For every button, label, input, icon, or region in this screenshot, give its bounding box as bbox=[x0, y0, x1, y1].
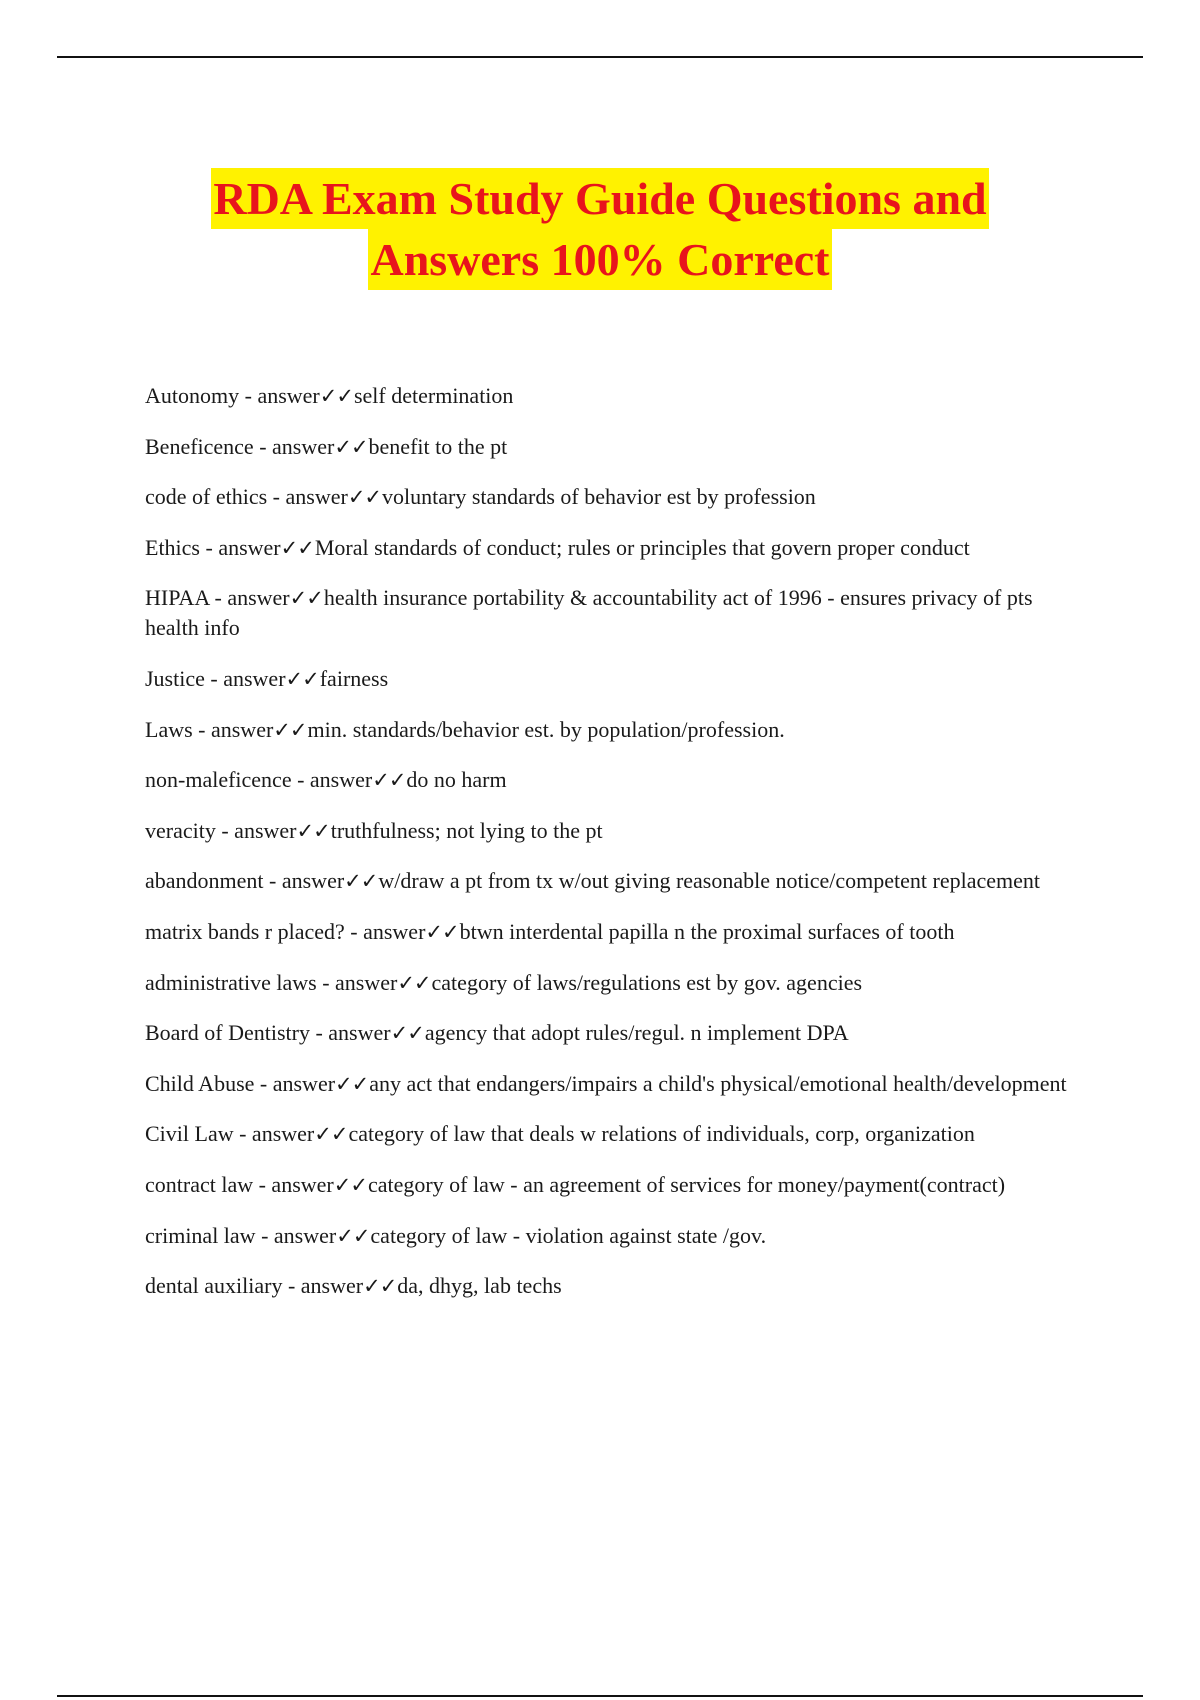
qa-answer: fairness bbox=[319, 665, 389, 691]
check-marks-icon: ✓✓ bbox=[336, 1223, 370, 1248]
qa-separator: - answer bbox=[291, 767, 373, 793]
qa-answer: benefit to the pt bbox=[368, 433, 508, 459]
qa-separator: - answer bbox=[309, 1020, 391, 1046]
qa-item bbox=[145, 482, 1075, 512]
qa-answer: self determination bbox=[353, 383, 514, 408]
qa-item bbox=[145, 1170, 1075, 1200]
qa-answer: voluntary standards of behavior est by profession bbox=[382, 484, 816, 510]
qa-item bbox=[145, 1271, 1075, 1301]
qa-separator: - answer bbox=[267, 484, 348, 510]
qa-separator: - answer bbox=[215, 817, 297, 843]
qa-separator: - answer bbox=[209, 585, 290, 611]
qa-term: Justice bbox=[145, 665, 205, 691]
qa-list bbox=[145, 381, 1075, 1322]
qa-answer: health insurance portability & accountability act of 1996 - ensures privacy of pts health info bbox=[145, 585, 1033, 641]
qa-separator: - answer bbox=[253, 433, 335, 459]
qa-term: dental auxiliary bbox=[145, 1273, 283, 1299]
qa-answer: da, dhyg, lab techs bbox=[397, 1273, 562, 1299]
qa-term: Child Abuse bbox=[145, 1070, 255, 1096]
qa-separator: - answer bbox=[239, 383, 320, 408]
qa-answer: category of law that deals w relations of individuals, corp, organization bbox=[348, 1121, 975, 1147]
qa-item bbox=[145, 816, 1075, 846]
qa-term: code of ethics bbox=[145, 484, 268, 510]
qa-separator: - answer bbox=[200, 534, 281, 560]
qa-answer: truthfulness; not lying to the pt bbox=[330, 817, 603, 843]
title-line-1: RDA Exam Study Guide Questions and bbox=[211, 168, 988, 229]
qa-term: Board of Dentistry bbox=[145, 1020, 310, 1046]
qa-term: non-maleficence bbox=[145, 767, 292, 793]
qa-term: veracity bbox=[145, 817, 216, 843]
check-marks-icon: ✓✓ bbox=[390, 1021, 424, 1046]
footer-rule bbox=[57, 1695, 1143, 1697]
qa-term: Beneficence bbox=[145, 433, 254, 459]
qa-item bbox=[145, 1069, 1075, 1099]
qa-term: matrix bands r placed? bbox=[145, 918, 345, 944]
qa-item bbox=[145, 664, 1075, 694]
qa-answer: btwn interdental papilla n the proximal surfaces of tooth bbox=[459, 918, 955, 944]
qa-answer: do no harm bbox=[406, 767, 507, 793]
qa-item bbox=[145, 968, 1075, 998]
qa-item bbox=[145, 1221, 1075, 1251]
qa-separator: - answer bbox=[344, 918, 426, 944]
qa-answer: category of law - an agreement of services for money/payment(contract) bbox=[367, 1171, 1006, 1197]
qa-separator: - answer bbox=[233, 1121, 315, 1147]
header-rule bbox=[57, 56, 1143, 58]
check-marks-icon: ✓✓ bbox=[397, 970, 431, 995]
qa-separator: - answer bbox=[192, 716, 274, 742]
qa-separator: - answer bbox=[263, 868, 345, 894]
check-marks-icon: ✓✓ bbox=[363, 1274, 397, 1299]
check-marks-icon: ✓✓ bbox=[280, 535, 314, 560]
qa-term: criminal law bbox=[145, 1222, 256, 1248]
check-marks-icon: ✓✓ bbox=[334, 434, 368, 459]
check-marks-icon: ✓✓ bbox=[335, 1071, 369, 1096]
qa-separator: - answer bbox=[255, 1222, 337, 1248]
qa-answer: category of law - violation against state /gov. bbox=[370, 1222, 767, 1248]
qa-separator: - answer bbox=[204, 665, 286, 691]
qa-answer: min. standards/behavior est. by population/profession. bbox=[307, 716, 785, 742]
qa-term: Autonomy bbox=[145, 383, 240, 408]
qa-answer: agency that adopt rules/regul. n implement DPA bbox=[424, 1020, 849, 1046]
qa-separator: - answer bbox=[253, 1171, 334, 1197]
qa-term: administrative laws bbox=[145, 969, 317, 995]
qa-answer: w/draw a pt from tx w/out giving reasonable notice/competent replacement bbox=[378, 868, 1040, 894]
qa-separator: - answer bbox=[316, 969, 398, 995]
qa-item bbox=[145, 1119, 1075, 1149]
qa-term: abandonment bbox=[145, 868, 264, 894]
document-title bbox=[0, 168, 1200, 290]
qa-term: contract law bbox=[145, 1171, 254, 1197]
qa-separator: - answer bbox=[282, 1273, 364, 1299]
qa-item bbox=[145, 715, 1075, 745]
qa-answer: category of laws/regulations est by gov. agencies bbox=[431, 969, 863, 995]
qa-separator: - answer bbox=[254, 1070, 336, 1096]
qa-answer: Moral standards of conduct; rules or principles that govern proper conduct bbox=[314, 534, 970, 560]
qa-item bbox=[145, 583, 1075, 643]
qa-item bbox=[145, 533, 1075, 563]
check-marks-icon: ✓✓ bbox=[273, 717, 307, 742]
qa-term: Ethics bbox=[145, 534, 200, 560]
title-line-2: Answers 100% Correct bbox=[368, 229, 831, 290]
check-marks-icon: ✓✓ bbox=[372, 768, 406, 793]
qa-term: HIPAA bbox=[145, 585, 209, 611]
check-marks-icon: ✓✓ bbox=[285, 666, 319, 691]
qa-item bbox=[145, 765, 1075, 795]
qa-term: Laws bbox=[145, 716, 193, 742]
qa-item bbox=[145, 432, 1075, 462]
qa-item bbox=[145, 866, 1075, 896]
qa-term: Civil Law bbox=[145, 1121, 234, 1147]
check-marks-icon: ✓✓ bbox=[289, 586, 323, 611]
check-marks-icon: ✓✓ bbox=[296, 818, 330, 843]
qa-item bbox=[145, 381, 1075, 411]
check-marks-icon: ✓✓ bbox=[425, 919, 459, 944]
qa-answer: any act that endangers/impairs a child's physical/emotional health/development bbox=[369, 1070, 1067, 1096]
qa-item bbox=[145, 917, 1075, 947]
check-marks-icon: ✓✓ bbox=[314, 1122, 348, 1147]
qa-item bbox=[145, 1018, 1075, 1048]
check-marks-icon: ✓✓ bbox=[319, 384, 353, 408]
check-marks-icon: ✓✓ bbox=[344, 869, 378, 894]
check-marks-icon: ✓✓ bbox=[333, 1172, 367, 1197]
check-marks-icon: ✓✓ bbox=[347, 485, 382, 510]
